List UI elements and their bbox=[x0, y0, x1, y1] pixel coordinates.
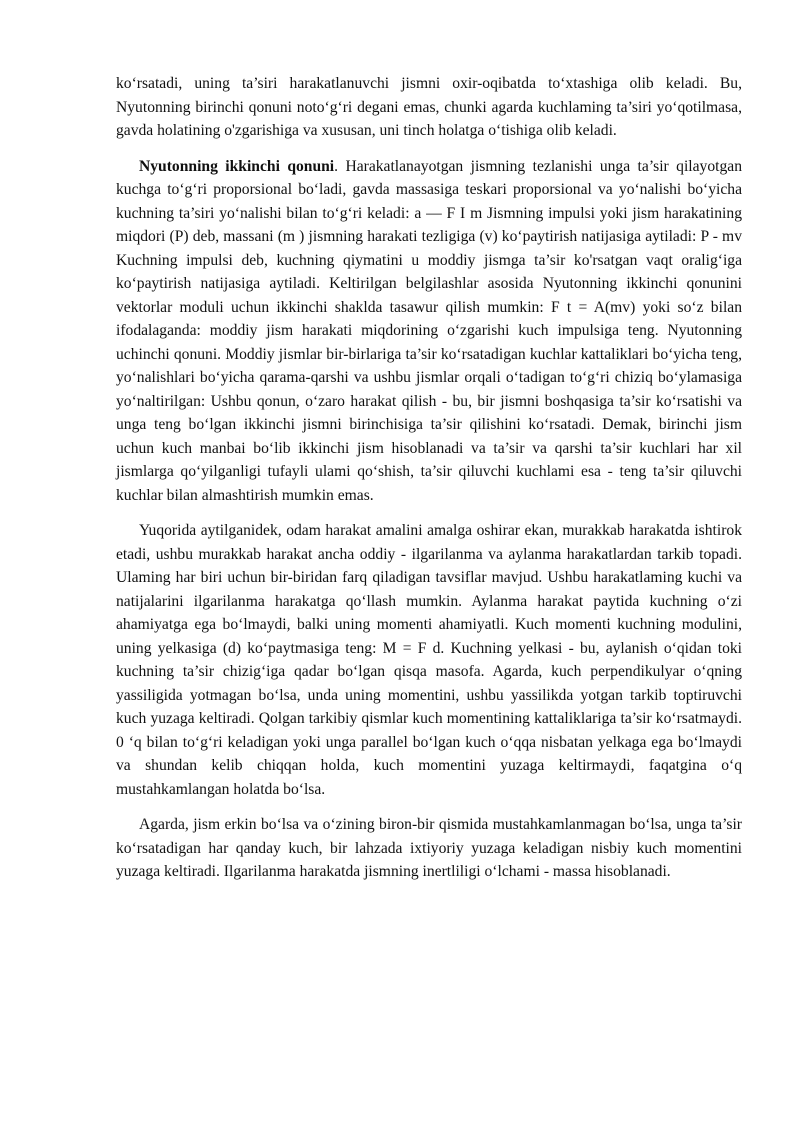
paragraph-free-body: Agarda, jism erkin bo‘lsa va o‘zining biron-bir qismida mustahkamlanmagan bo‘lsa, unga ta’sir ko‘rsatadigan har qanday kuch, bir lahzada ixtiyoriy yuzaga keladigan nisbiy kuch momentini yuzaga keltiradi. Ilgarilanma harakatda jismning inertliligi o‘lchami - massa hisoblanadi. bbox=[116, 816, 742, 880]
paragraph-body: . Harakatlanayotgan jismning tezlanishi unga ta’sir qilayotgan kuchga to‘g‘ri proporsional bo‘ladi, gavda massasiga teskari proporsional va yo‘nalishi bo‘yicha kuchning ta’siri yo‘nalishi bilan to‘g‘ri keladi: a — F I m Jismning impulsi yoki jism harakatining miqdori (P) deb, massani (m ) jismning harakati tezligiga (v) ko‘paytirish natijasiga aytiladi: P - mv Kuchning impulsi deb, kuchning qiymatini u moddiy jismga ta’sir ko'rsatgan vaqt oralig‘iga ko‘paytirish natijasiga aytiladi. Keltirilgan belgilashlar asosida Nyutonning ikkinchi qonunini vektorlar moduli uchun ikkinchi shaklda tasawur qilish mumkin: F t = A(mv) yoki so‘z bilan ifodalaganda: moddiy jism harakati miqdorining o‘zgarishi kuch impulsiga teng. Nyutonning uchinchi qonuni. Moddiy jismlar bir-birlariga ta’sir ko‘rsatadigan kuchlar kattaliklari bo‘yicha teng, yo‘nalishlari bo‘yicha qarama-qarshi va ushbu jismlar orqali o‘tadigan to‘g‘ri chiziq bo‘ylamasiga yo‘naltirilgan: Ushbu qonun, o‘zaro harakat qilish - bu, bir jismni boshqasiga ta’sir ko‘rsatishi va unga teng bo‘lgan ikkinchi jismni birinchisiga ta’sir qilishini ko‘rsatadi. Demak, birinchi jism uchun kuch manbai bo‘lib ikkinchi jism hisoblanadi va ta’sir va qarshi ta’sir kuchlari har xil jismlarga qo‘yilganligi tufayli ulami qo‘shish, ta’sir qiluvchi kuchlami esa - teng ta’sir qiluvchi kuchlar bilan almashtirish mumkin emas. bbox=[116, 157, 742, 504]
section-heading: Nyutonning ikkinchi qonuni bbox=[139, 157, 335, 175]
paragraph-rotational-motion: Yuqorida aytilganidek, odam harakat amalini amalga oshirar ekan, murakkab harakatda ishtirok etadi, ushbu murakkab harakat ancha oddiy - ilgarilanma va aylanma harakatlardan tarkib topadi. Ulaming har biri uchun bir-biridan farq qiladigan tavsiflar mavjud. Ushbu harakatlaming kuchi va natijalarini ilgarilanma harakatga qo‘llash mumkin. Aylanma harakat paytida kuchning o‘zi ahamiyatga ega bo‘lmaydi, balki uning momenti ahamiyatli. Kuch momenti kuchning modulini, uning yelkasiga (d) ko‘paytmasiga teng: M = F d. Kuchning yelkasi - bu, aylanish o‘qidan toki kuchning ta’sir chizig‘iga qadar bo‘lgan qisqa masofa. Agarda, kuch perpendikulyar o‘qning yassiligida yotmagan bo‘lsa, unda uning momentini, ushbu yassilikda yotgan tarkib toptiruvchi kuch yuzaga keltiradi. Qolgan tarkibiy qismlar kuch momentining kattaliklariga ta’sir ko‘rsatmaydi. 0 ‘q bilan to‘g‘ri keladigan yoki unga parallel bo‘lgan kuch o‘qqa nisbatan yelkaga ega bo‘lmaydi va shundan kelib chiqqan holda, kuch momentini yuzaga keltirmaydi, faqatgina o‘q mustahkamlangan holatda bo‘lsa. bbox=[116, 522, 742, 798]
paragraph-newton-second-law bbox=[116, 155, 742, 508]
paragraph-continuation: ko‘rsatadi, uning ta’siri harakatlanuvchi jismni oxir-oqibatda to‘xtashiga olib keladi. Bu, Nyutonning birinchi qonuni noto‘g‘ri degani emas, chunki agarda kuchlaming ta’siri yo‘qotilmasa, gavda holatining o'zgarishiga va xususan, uni tinch holatga o‘tishiga olib keladi. bbox=[116, 75, 742, 139]
document-page bbox=[116, 72, 742, 896]
